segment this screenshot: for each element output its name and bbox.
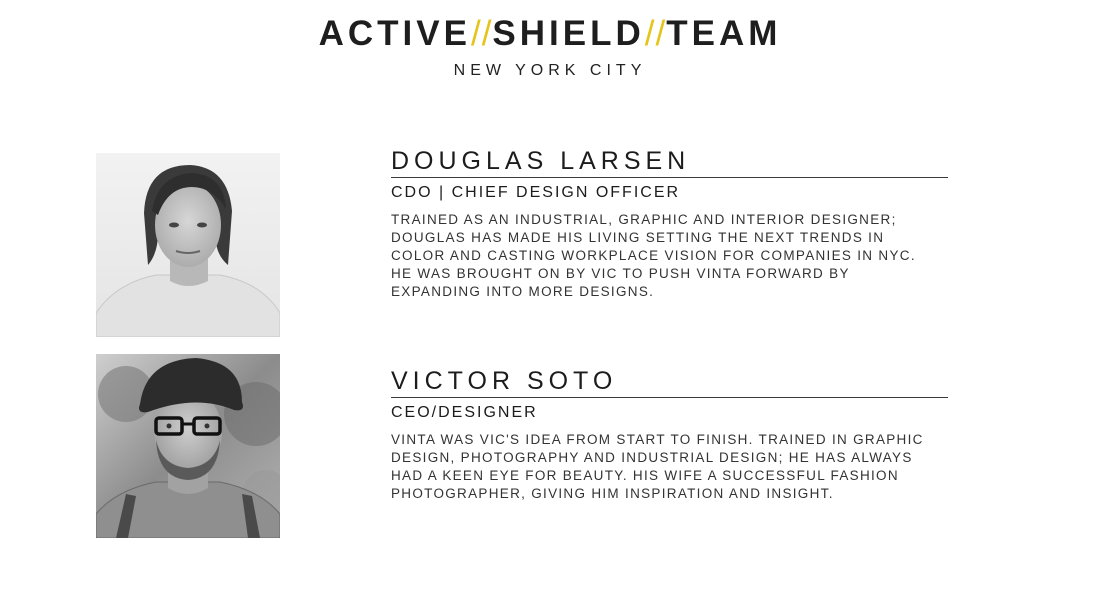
bio-line: TRAINED AS AN INDUSTRIAL, GRAPHIC AND INTERIOR DESIGNER; (391, 212, 897, 227)
brand-subtitle: NEW YORK CITY (453, 62, 647, 79)
bio-line: PHOTOGRAPHER, GIVING HIM INSPIRATION AND INSIGHT. (391, 486, 834, 501)
team-member-victor-soto (391, 366, 951, 503)
member-bio (391, 431, 951, 503)
team-member-douglas-larsen (391, 146, 951, 301)
member-bio (391, 211, 951, 301)
member-name: DOUGLAS LARSEN (391, 147, 691, 175)
brand-word-shield: SHIELD (492, 14, 645, 53)
brand-separator: // (470, 14, 493, 53)
brand-separator: // (644, 14, 667, 53)
bio-line: DESIGN, PHOTOGRAPHY AND INDUSTRIAL DESIGN; HE HAS ALWAYS (391, 450, 913, 465)
bio-line: HE WAS BROUGHT ON BY VIC TO PUSH VINTA FORWARD BY (391, 266, 850, 281)
bio-line: COLOR AND CASTING WORKPLACE VISION FOR COMPANIES IN NYC. (391, 248, 916, 263)
brand-word-team: TEAM (666, 14, 782, 53)
bio-line: DOUGLAS HAS MADE HIS LIVING SETTING THE NEXT TRENDS IN (391, 230, 885, 245)
brand-title (0, 14, 1100, 54)
portrait-victor-soto (96, 354, 280, 538)
divider (391, 177, 948, 178)
bio-line: HAD A KEEN EYE FOR BEAUTY. HIS WIFE A SUCCESSFUL FASHION (391, 468, 899, 483)
bio-line: EXPANDING INTO MORE DESIGNS. (391, 284, 655, 299)
member-role: CEO/DESIGNER (391, 404, 538, 421)
portrait-douglas-larsen (96, 153, 280, 337)
brand-word-active: ACTIVE (318, 14, 471, 53)
divider (391, 397, 948, 398)
member-role: CDO | CHIEF DESIGN OFFICER (391, 184, 681, 201)
bio-line: VINTA WAS VIC'S IDEA FROM START TO FINISH. TRAINED IN GRAPHIC (391, 432, 924, 447)
member-name: VICTOR SOTO (391, 367, 618, 395)
